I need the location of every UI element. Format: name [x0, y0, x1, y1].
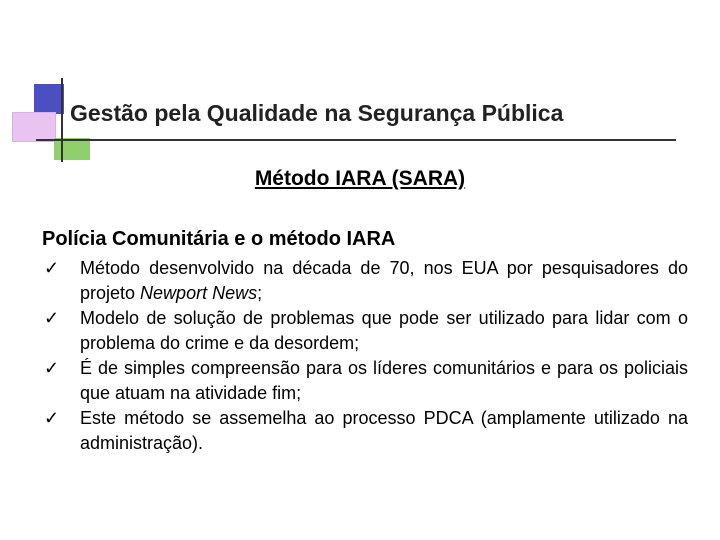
bullet-text: Modelo de solução de problemas que pode ser utilizado para lidar com o problema do crime e da desordem;: [80, 308, 688, 353]
bullet-text: Este método se assemelha ao processo PDCA (amplamente utilizado na administração).: [80, 408, 688, 453]
bullet-item: [44, 356, 688, 406]
bullet-text-end: ;: [257, 283, 263, 303]
decorative-pink-square: [12, 112, 56, 142]
bullet-item: [44, 256, 688, 306]
slide-title: Gestão pela Qualidade na Segurança Pública: [70, 100, 564, 126]
title-divider-line: [36, 139, 676, 141]
bullet-emphasis: Newport News: [140, 283, 258, 303]
decorative-vertical-line: [61, 78, 63, 162]
bullet-text: Método desenvolvido na década de 70, nos EUA por pesquisadores do projeto: [80, 258, 688, 303]
checkmark-icon: ✓: [44, 258, 60, 278]
section-heading: Polícia Comunitária e o método IARA: [42, 228, 396, 250]
bullet-item: [44, 306, 688, 356]
slide-subtitle-wrapper: [0, 167, 720, 191]
decorative-blue-square: [34, 84, 64, 114]
bullet-text: É de simples compreensão para os líderes comunitários e para os policiais que atuam na atividade fim;: [80, 358, 688, 403]
checkmark-icon: ✓: [44, 308, 60, 328]
decorative-green-square: [54, 138, 90, 160]
checkmark-icon: ✓: [44, 358, 60, 378]
bullet-item: [44, 406, 688, 456]
checkmark-icon: ✓: [44, 408, 60, 428]
slide-subtitle: Método IARA (SARA): [254, 167, 466, 190]
bullet-list: [44, 256, 688, 456]
